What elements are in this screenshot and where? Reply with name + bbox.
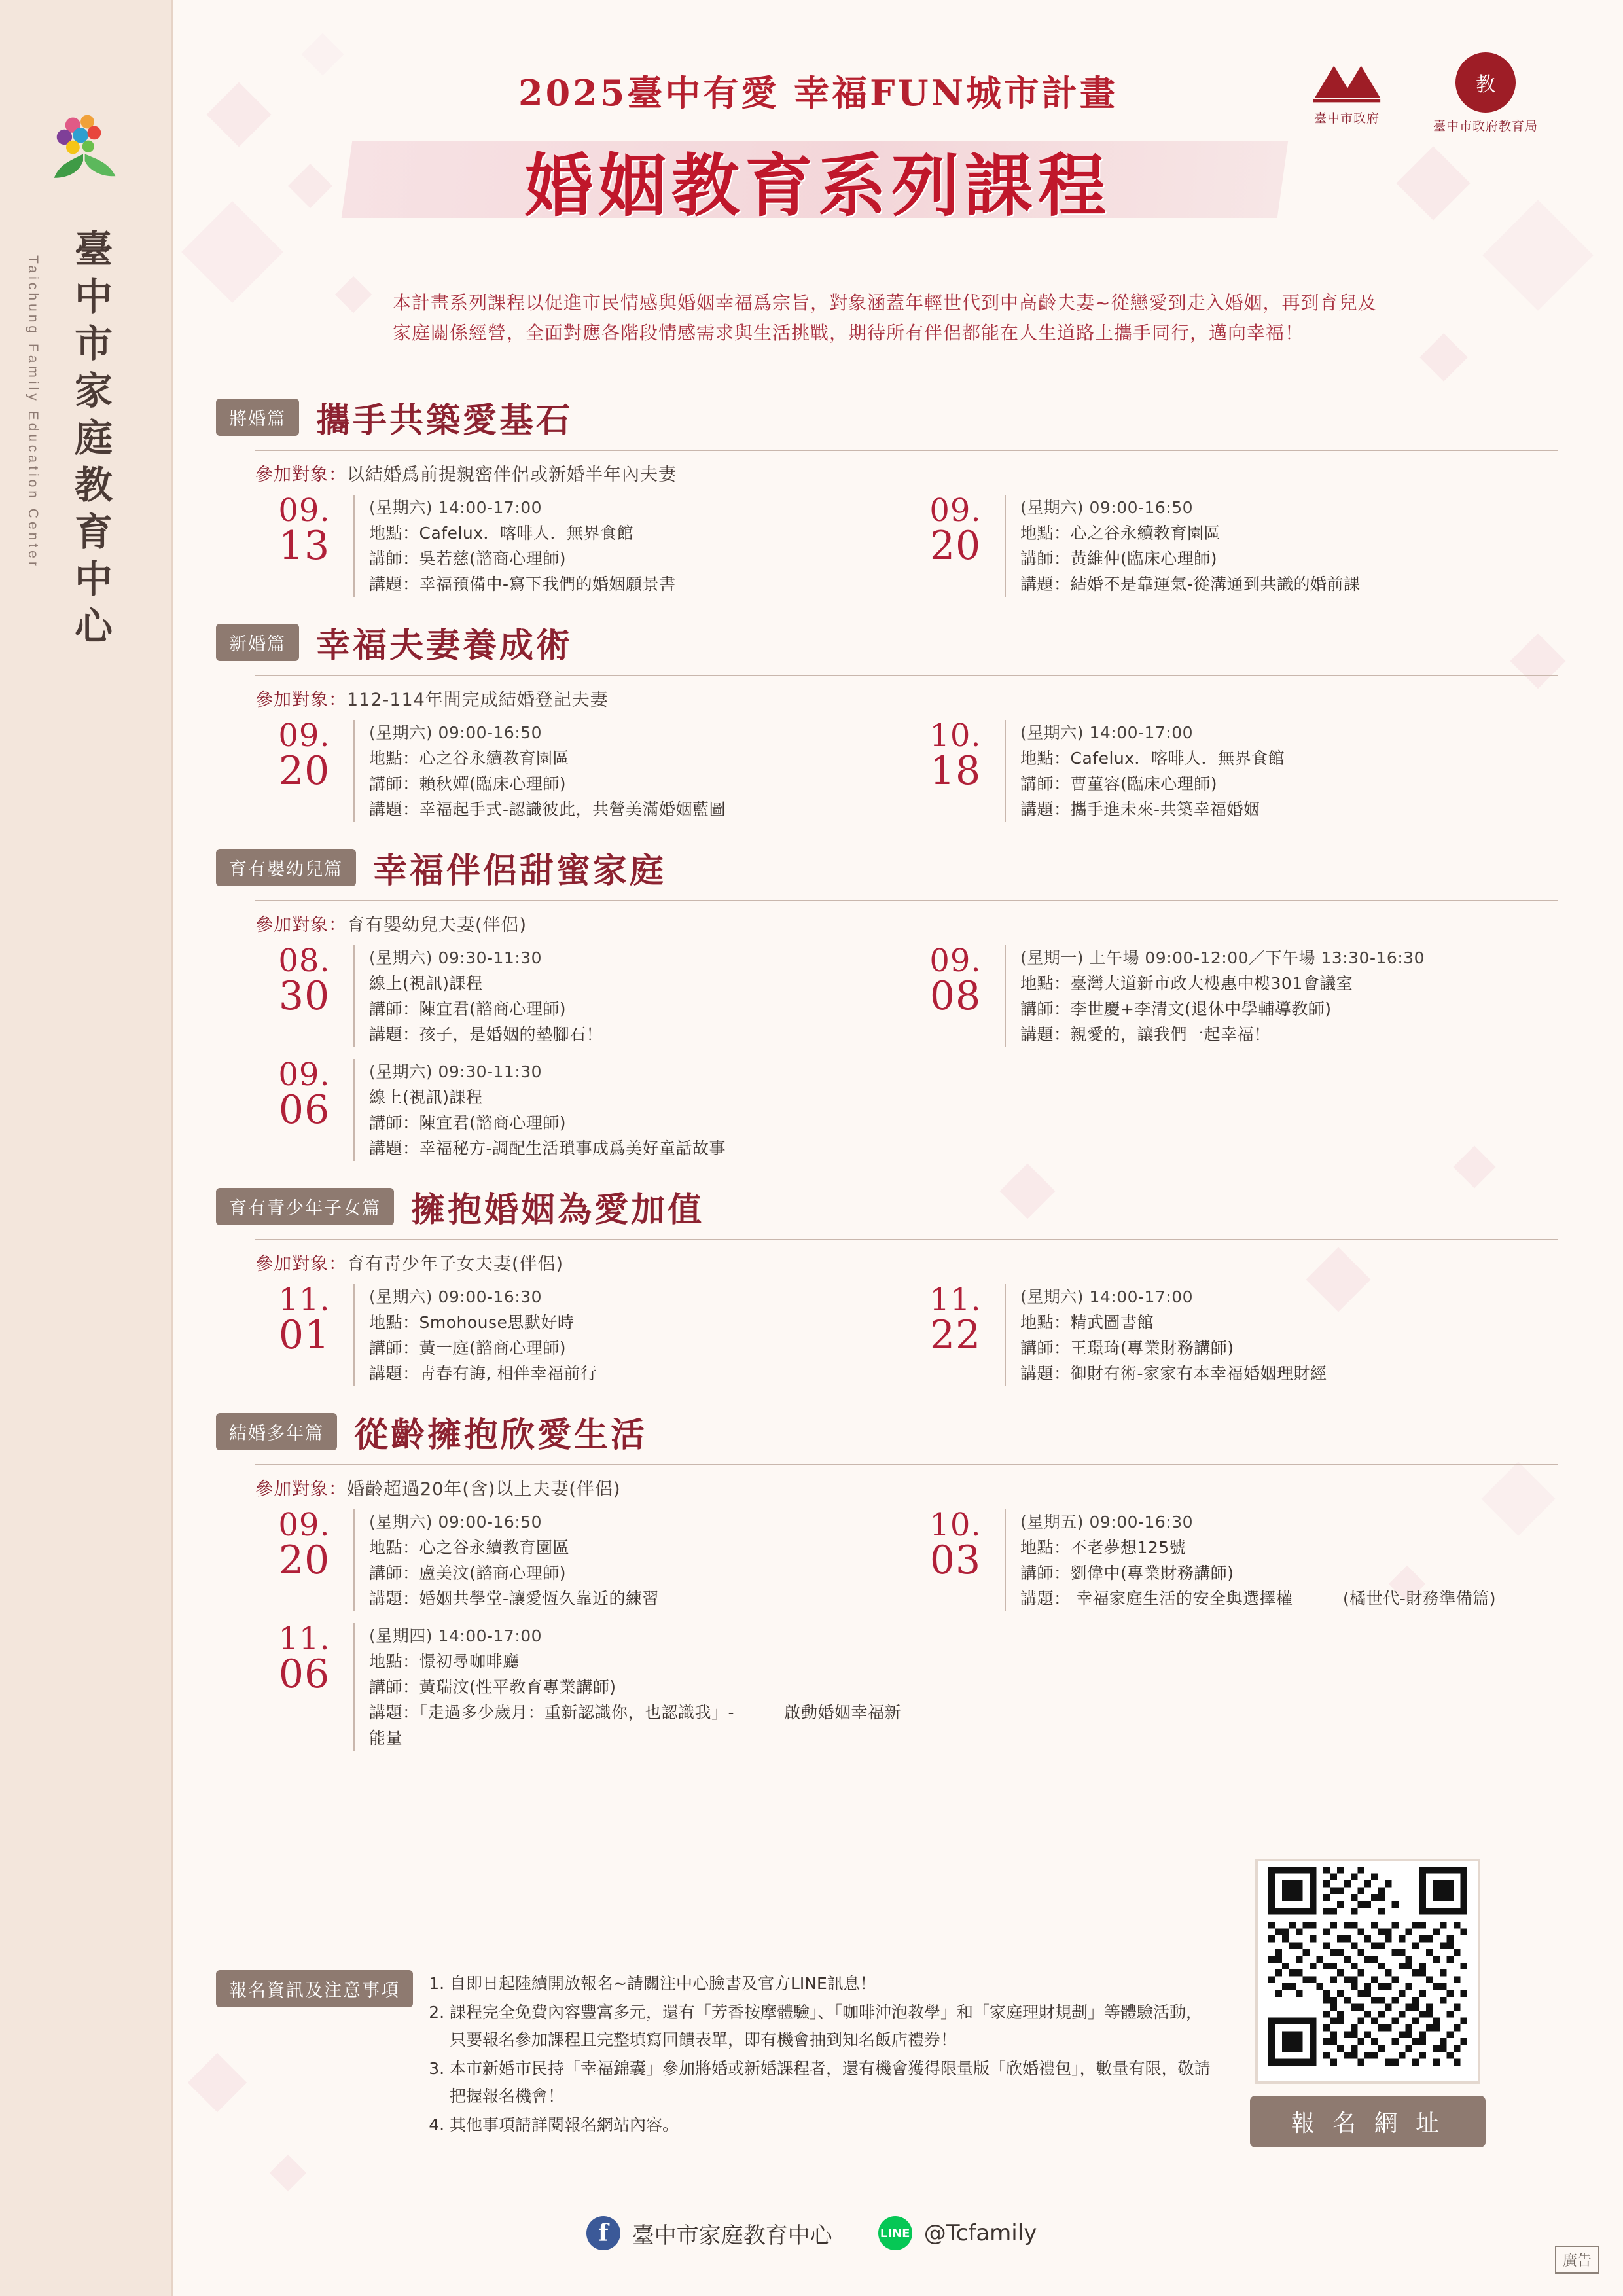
course-info	[1005, 1284, 1327, 1386]
education-bureau-logo	[1433, 52, 1538, 134]
course-topic: 講題：幸福預備中-寫下我們的婚姻願景書	[369, 575, 676, 594]
course-info	[353, 1059, 726, 1161]
course-month: 10.	[929, 717, 982, 754]
course-date	[906, 1509, 1005, 1611]
target-label: 參加對象：	[255, 915, 347, 935]
section-title: 攜手共築愛基石	[316, 401, 573, 440]
section-header	[216, 393, 1558, 442]
target-value: 以結婚爲前提親密伴侶或新婚半年內夫妻	[347, 465, 677, 485]
poster-intro: 本計畫系列課程以促進市民情感與婚姻幸福爲宗旨，對象涵蓋年輕世代到中高齡夫妻~從戀愛到走入婚姻，再到育兒及家庭關係經營，全面對應各階段情感需求與生活挑戰，期待所有伴侶都能在人生道路上攜手同行，邁向幸福！	[393, 292, 1377, 344]
course-date	[906, 492, 1005, 597]
course-info	[353, 720, 726, 822]
heart-decoration	[207, 82, 272, 147]
course-info	[353, 1623, 906, 1751]
course-month: 11.	[278, 1282, 330, 1318]
course-month: 09.	[929, 942, 982, 979]
section-title: 從齡擁抱欣愛生活	[354, 1415, 648, 1455]
course-day: 30	[278, 973, 330, 1019]
course-info	[1005, 720, 1285, 822]
section-tag: 結婚多年篇	[216, 1413, 337, 1450]
course-day: 01	[278, 1312, 330, 1358]
section-divider	[255, 1239, 1558, 1240]
registration-url-button[interactable]: 報 名 網 址	[1250, 2096, 1486, 2147]
section-title: 幸福夫妻養成術	[316, 626, 573, 666]
course-place: 地點：心之谷永續教育園區	[1020, 524, 1221, 543]
course-lecturer: 講師：盧美汶(諮商心理師)	[369, 1564, 567, 1583]
course-month: 09.	[278, 717, 330, 754]
course-time: (星期六) 14:00-17:00	[1020, 1287, 1194, 1306]
course-date	[255, 717, 353, 822]
course-lecturer: 講師：陳宜君(諮商心理師)	[369, 999, 567, 1018]
target-value: 育有嬰幼兒夫妻(伴侶)	[347, 915, 527, 935]
city-government-caption: 臺中市政府	[1313, 111, 1380, 126]
course-date	[906, 717, 1005, 822]
course-day: 06	[278, 1087, 330, 1133]
course-date	[906, 942, 1005, 1047]
course-date	[906, 1284, 1005, 1386]
heart-decoration	[288, 164, 332, 208]
course-item	[255, 1284, 906, 1386]
course-topic: 講題： 幸福家庭生活的安全與選擇權 (橘世代-財務準備篇)	[1020, 1589, 1496, 1608]
course-time: (星期五) 09:00-16:30	[1020, 1513, 1194, 1532]
course-section	[216, 843, 1558, 1173]
course-month: 09.	[929, 492, 982, 529]
poster-title: 婚姻教育系列課程	[524, 145, 1111, 226]
section-divider	[255, 900, 1558, 901]
course-day: 03	[929, 1537, 982, 1583]
course-date	[255, 1056, 353, 1161]
course-item	[255, 1623, 906, 1751]
notes-list	[427, 1970, 1217, 2140]
course-topic: 講題：幸福秘方-調配生活瑣事成爲美好童話故事	[369, 1139, 726, 1158]
section-tag: 將婚篇	[216, 399, 299, 436]
course-item	[255, 492, 906, 597]
course-time: (星期六) 09:00-16:50	[369, 723, 543, 742]
course-day: 18	[929, 748, 982, 794]
course-place: 地點：Cafelux．喀啡人．無界食館	[369, 524, 634, 543]
course-topic: 講題：御財有術-家家有本幸福婚姻理財經	[1020, 1364, 1327, 1383]
line-link[interactable]	[878, 2216, 1037, 2250]
course-time: (星期四) 14:00-17:00	[369, 1626, 543, 1645]
course-time: (星期六) 09:00-16:30	[369, 1287, 543, 1306]
section-header	[216, 618, 1558, 667]
center-name-en: Taichung Family Education Center	[26, 255, 41, 569]
qr-code[interactable]	[1255, 1859, 1480, 2084]
course-place: 地點：Cafelux．喀啡人．無界食館	[1020, 749, 1285, 768]
course-month: 09.	[278, 492, 330, 529]
course-info	[353, 945, 603, 1047]
course-list	[255, 1509, 1558, 1763]
course-place: 地點：精武圖書館	[1020, 1313, 1154, 1332]
section-divider	[255, 450, 1558, 451]
course-item	[255, 1509, 906, 1611]
note-item: 4. 其他事項請詳閱報名網站內容。	[450, 2111, 1217, 2139]
facebook-link[interactable]	[586, 2216, 832, 2250]
course-list	[255, 942, 1558, 1173]
course-item	[255, 942, 906, 1047]
course-list	[255, 717, 1558, 834]
course-list	[255, 492, 1558, 609]
course-time: (星期六) 09:30-11:30	[369, 1062, 543, 1081]
heart-decoration	[270, 2155, 307, 2192]
line-icon: LINE	[878, 2216, 912, 2250]
course-month: 09.	[278, 1507, 330, 1543]
course-day: 20	[929, 523, 982, 569]
notes-tag: 報名資訊及注意事項	[216, 1970, 413, 2007]
course-time: (星期六) 09:00-16:50	[1020, 498, 1194, 517]
heart-decoration	[335, 276, 372, 314]
course-lecturer: 講師：吳若慈(諮商心理師)	[369, 549, 567, 568]
course-date	[255, 1623, 353, 1751]
section-target	[255, 910, 1558, 936]
course-time: (星期一) 上午場 09:00-12:00／下午場 13:30-16:30	[1020, 948, 1425, 967]
registration-notes	[216, 1970, 1217, 2140]
section-title: 幸福伴侶甜蜜家庭	[373, 851, 667, 891]
course-lecturer: 講師：黃瑞汶(性平教育專業講師)	[369, 1677, 616, 1696]
government-logos	[1294, 52, 1538, 134]
note-item: 1. 自即日起陸續開放報名~請關注中心臉書及官方LINE訊息！	[450, 1970, 1217, 1998]
section-tag: 育有嬰幼兒篇	[216, 849, 356, 886]
course-lecturer: 講師：陳宜君(諮商心理師)	[369, 1113, 567, 1132]
course-time: (星期六) 14:00-17:00	[1020, 723, 1194, 742]
course-topic: 講題：「走過多少歲月：重新認識你，也認識我」- 啟動婚姻幸福新能量	[369, 1703, 902, 1748]
course-item	[906, 492, 1558, 597]
course-section	[216, 618, 1558, 834]
target-value: 婚齡超過20年(含)以上夫妻(伴侶)	[347, 1479, 621, 1499]
education-bureau-mark-icon: 教	[1455, 52, 1516, 113]
section-target	[255, 1249, 1558, 1275]
course-date	[255, 492, 353, 597]
course-topic: 講題：結婚不是靠運氣-從溝通到共識的婚前課	[1020, 575, 1361, 594]
center-name-zh: 臺中市家庭教育中心	[68, 229, 113, 653]
target-label: 參加對象：	[255, 690, 347, 710]
course-item	[255, 717, 906, 822]
heart-decoration	[1482, 200, 1594, 311]
course-lecturer: 講師：黃一庭(諮商心理師)	[369, 1338, 567, 1357]
section-header	[216, 1407, 1558, 1456]
course-info	[353, 1284, 597, 1386]
course-lecturer: 講師：王璟琦(專業財務講師)	[1020, 1338, 1234, 1357]
course-place: 地點：心之谷永續教育園區	[369, 749, 570, 768]
course-place: 地點：不老夢想125號	[1020, 1538, 1186, 1557]
note-item: 2. 課程完全免費內容豐富多元，還有「芳香按摩體驗」、「咖啡沖泡教學」和「家庭理財規劃」等體驗活動，只要報名參加課程且完整填寫回饋表單，即有機會抽到知名飯店禮券！	[450, 1999, 1217, 2054]
section-header	[216, 843, 1558, 892]
course-time: (星期六) 09:00-16:50	[369, 1513, 543, 1532]
course-date	[255, 1509, 353, 1611]
course-section	[216, 1407, 1558, 1763]
course-section	[216, 1182, 1558, 1398]
course-topic: 講題：攜手進未來-共築幸福婚姻	[1020, 800, 1260, 819]
course-time: (星期六) 14:00-17:00	[369, 498, 543, 517]
course-item	[906, 1284, 1558, 1386]
course-day: 20	[278, 1537, 330, 1583]
facebook-icon: f	[586, 2216, 620, 2250]
course-info	[1005, 1509, 1496, 1611]
heart-decoration	[1419, 333, 1468, 382]
course-item	[906, 717, 1558, 822]
heart-decoration	[181, 201, 283, 303]
section-target	[255, 685, 1558, 711]
course-topic: 講題：靑春有誨, 相伴幸福前行	[369, 1364, 597, 1383]
course-date	[255, 942, 353, 1047]
course-sections	[216, 393, 1558, 1772]
course-info	[353, 495, 676, 597]
course-place: 地點：憬初尋咖啡廳	[369, 1652, 520, 1671]
facebook-label: 臺中市家庭教育中心	[632, 2222, 832, 2249]
section-header	[216, 1182, 1558, 1231]
course-place: 地點：臺灣大道新市政大樓惠中樓301會議室	[1020, 974, 1353, 993]
section-title: 擁抱婚姻為愛加值	[411, 1190, 705, 1230]
target-label: 參加對象：	[255, 1254, 347, 1274]
target-value: 112-114年間完成結婚登記夫妻	[347, 690, 609, 710]
course-day: 22	[929, 1312, 982, 1358]
section-divider	[255, 1464, 1558, 1465]
course-section	[216, 393, 1558, 609]
city-government-mark-icon	[1308, 52, 1385, 105]
course-month: 10.	[929, 1507, 982, 1543]
course-lecturer: 講師：李世慶+李清文(退休中學輔導教師)	[1020, 999, 1332, 1018]
footer	[0, 2216, 1623, 2250]
poster-subtitle: 2025臺中有愛 幸福FUN城市計畫	[518, 72, 1118, 114]
taichung-city-government-logo	[1294, 52, 1399, 126]
course-topic: 講題：幸福起手式-認識彼此，共營美滿婚姻藍圖	[369, 800, 726, 819]
course-date	[255, 1284, 353, 1386]
course-month: 08.	[278, 942, 330, 979]
course-info	[1005, 495, 1361, 597]
course-place: 線上(視訊)課程	[369, 974, 483, 993]
advertisement-mark: 廣告	[1555, 2246, 1599, 2274]
target-label: 參加對象：	[255, 1479, 347, 1499]
course-info	[353, 1509, 659, 1611]
course-day: 20	[278, 748, 330, 794]
course-list	[255, 1284, 1558, 1398]
course-item	[906, 942, 1558, 1047]
course-day: 08	[929, 973, 982, 1019]
line-label: @Tcfamily	[923, 2220, 1037, 2246]
course-month: 11.	[929, 1282, 982, 1318]
section-divider	[255, 675, 1558, 676]
qr-code-icon	[1268, 1867, 1467, 2066]
course-topic: 講題：親愛的，讓我們一起幸福！	[1020, 1025, 1271, 1044]
registration-qr-block[interactable]	[1250, 1859, 1486, 2147]
course-place: 地點：Smohouse思默好時	[369, 1313, 575, 1332]
heart-decoration	[1396, 146, 1470, 220]
course-topic: 講題：孩子，是婚姻的墊腳石！	[369, 1025, 603, 1044]
course-item	[255, 1056, 906, 1161]
target-value: 育有靑少年子女夫妻(伴侶)	[347, 1254, 564, 1274]
section-tag: 新婚篇	[216, 624, 299, 661]
target-label: 參加對象：	[255, 465, 347, 485]
section-target	[255, 460, 1558, 486]
family-education-center-logo-icon	[41, 105, 126, 190]
course-month: 11.	[278, 1621, 330, 1657]
note-item: 3. 本市新婚市民持「幸福錦囊」參加將婚或新婚課程者，還有機會獲得限量版「欣婚禮包」，數量有限，敬請把握報名機會！	[450, 2055, 1217, 2110]
course-item	[906, 1509, 1558, 1611]
course-topic: 講題：婚姻共學堂-讓愛恆久靠近的練習	[369, 1589, 660, 1608]
section-tag: 育有青少年子女篇	[216, 1188, 394, 1225]
section-target	[255, 1475, 1558, 1500]
heart-decoration	[301, 33, 344, 75]
education-bureau-caption: 臺中市政府教育局	[1433, 119, 1539, 134]
course-time: (星期六) 09:30-11:30	[369, 948, 543, 967]
course-place: 線上(視訊)課程	[369, 1088, 483, 1107]
course-info	[1005, 945, 1425, 1047]
course-lecturer: 講師：賴秋嬋(臨床心理師)	[369, 774, 567, 793]
course-lecturer: 講師：曹菫容(臨床心理師)	[1020, 774, 1218, 793]
course-place: 地點：心之谷永續教育園區	[369, 1538, 570, 1557]
course-lecturer: 講師：黃維仲(臨床心理師)	[1020, 549, 1218, 568]
course-day: 13	[278, 523, 330, 569]
course-day: 06	[278, 1651, 330, 1697]
course-month: 09.	[278, 1056, 330, 1093]
course-lecturer: 講師：劉偉中(專業財務講師)	[1020, 1564, 1234, 1583]
